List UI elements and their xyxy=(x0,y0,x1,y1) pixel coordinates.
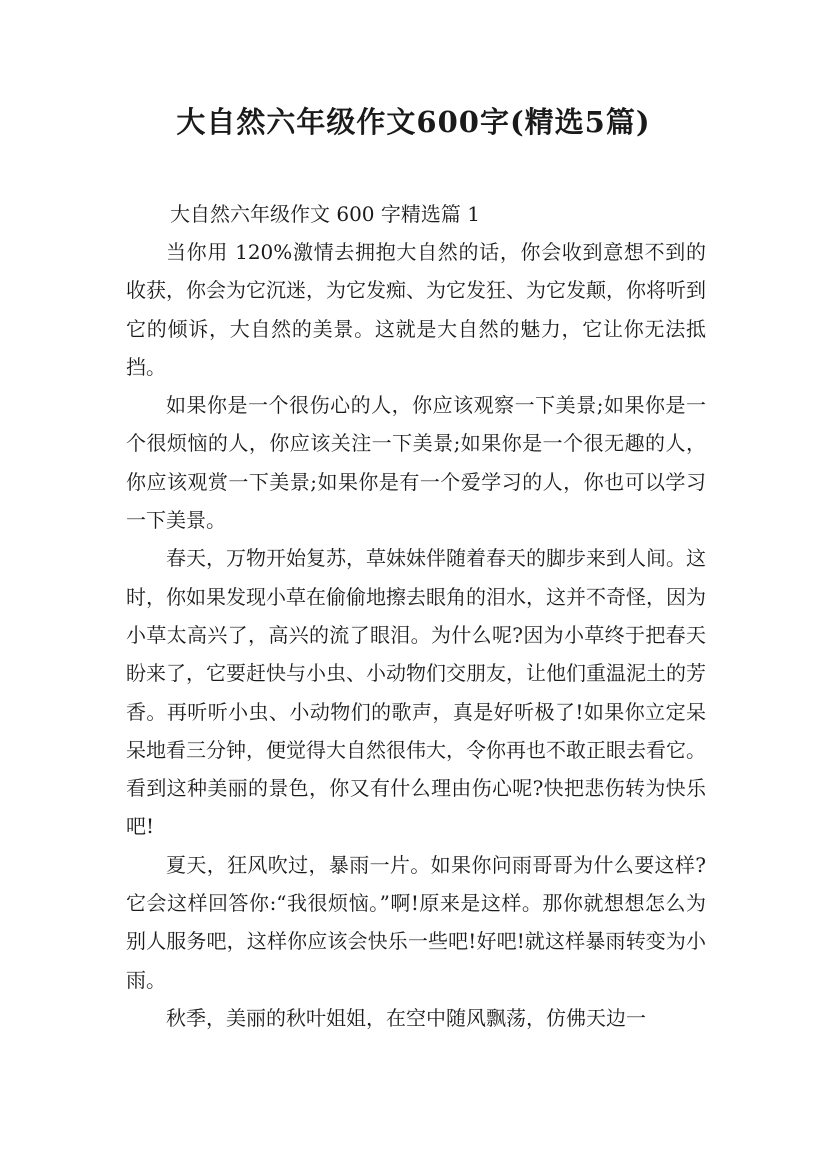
document-title: 大自然六年级作文600字(精选5篇) xyxy=(176,105,651,139)
document-body xyxy=(126,195,706,1037)
section-heading: 大自然六年级作文 600 字精选篇 1 xyxy=(170,202,480,226)
paragraph-4: 夏天，狂风吹过，暴雨一片。如果你问雨哥哥为什么要这样?它会这样回答你:“我很烦恼。”啊!原来是这样。那你就想想怎么为别人服务吧，这样你应该会快乐一些吧!好吧!就这样暴雨转变为小雨。 xyxy=(126,852,706,992)
paragraph-2: 如果你是一个很伤心的人，你应该观察一下美景;如果你是一个很烦恼的人，你应该关注一下美景;如果你是一个很无趣的人，你应该观赏一下美景;如果你是有一个爱学习的人，你也可以学习一下美景。 xyxy=(126,393,706,533)
paragraph-5: 秋季，美丽的秋叶姐姐，在空中随风飘荡，仿佛天边一 xyxy=(166,1005,646,1030)
paragraph-3: 春天，万物开始复苏，草妹妹伴随着春天的脚步来到人间。这时，你如果发现小草在偷偷地擦去眼角的泪水，这并不奇怪，因为小草太高兴了，高兴的流了眼泪。为什么呢?因为小草终于把春天盼来了，它要赶快与小虫、小动物们交朋友，让他们重温泥土的芳香。再听听小虫、小动物们的歌声，真是好听极了!如果你立定呆呆地看三分钟，便觉得大自然很伟大，令你再也不敢正眼去看它。看到这种美丽的景色，你又有什么理由伤心呢?快把悲伤转为快乐吧! xyxy=(126,546,706,839)
paragraph-1: 当你用 120%激情去拥抱大自然的话，你会收到意想不到的收获，你会为它沉迷，为它发痴、为它发狂、为它发颠，你将听到它的倾诉，大自然的美景。这就是大自然的魅力，它让你无法抵挡。 xyxy=(126,240,706,379)
